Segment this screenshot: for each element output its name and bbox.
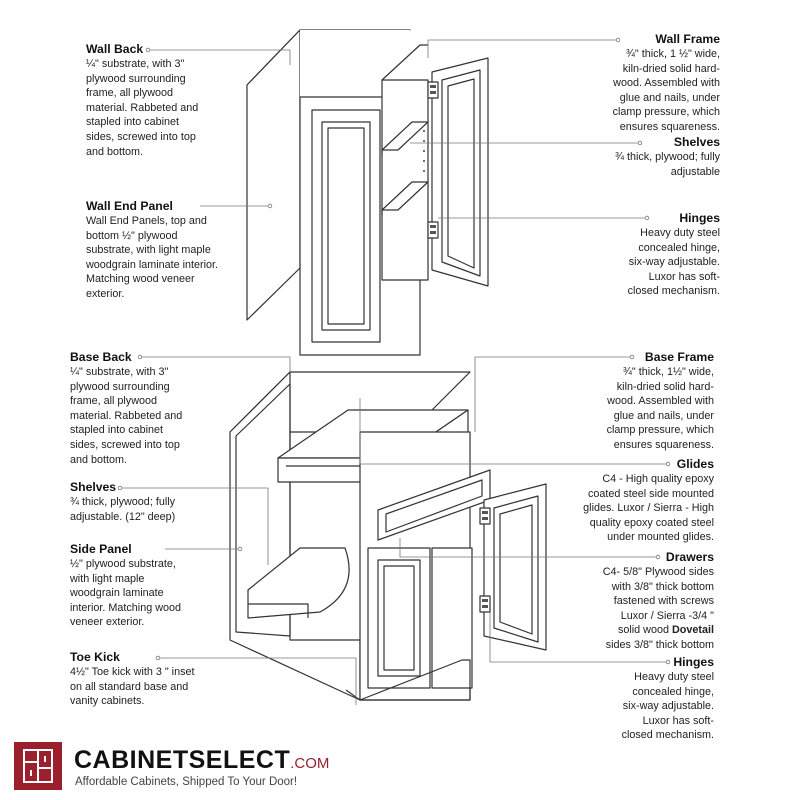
base-hinges-line: Luxor has soft- bbox=[642, 714, 714, 727]
wall-end-panel-callout bbox=[86, 199, 246, 302]
base-back-line: plywood surrounding bbox=[70, 380, 170, 393]
base-frame-line: wood. Assembled with bbox=[607, 395, 714, 408]
side-panel-line: with light maple bbox=[70, 572, 145, 585]
wall-back-line: plywood surrounding bbox=[86, 72, 186, 85]
drawers-line-dovetail bbox=[552, 623, 714, 638]
wall-hinges-line: six-way adjustable. bbox=[628, 256, 720, 269]
toe-kick-title: Toe Kick bbox=[70, 650, 120, 664]
toe-kick-line: 4½" Toe kick with 3 " inset bbox=[70, 666, 195, 678]
glides-line: C4 - High quality epoxy bbox=[602, 473, 714, 485]
base-back-line: frame, all plywood bbox=[70, 395, 158, 408]
base-hinges-title: Hinges bbox=[673, 655, 714, 669]
wall-hinges-line: closed mechanism. bbox=[627, 285, 720, 298]
base-frame-title: Base Frame bbox=[644, 350, 714, 364]
wall-hinges-line: concealed hinge, bbox=[638, 241, 720, 254]
side-panel-line: ½" plywood substrate, bbox=[70, 558, 176, 570]
base-frame-line: clamp pressure, which bbox=[606, 424, 714, 437]
toe-kick-line: vanity cabinets. bbox=[70, 695, 145, 708]
drawers-line: sides 3/8" thick bottom bbox=[605, 638, 714, 651]
wall-back-line: frame, all plywood bbox=[86, 87, 174, 100]
wall-end-panel-line: exterior. bbox=[86, 287, 125, 300]
wall-frame-callout bbox=[560, 32, 720, 135]
wall-end-panel-line: substrate, with light maple bbox=[86, 244, 211, 257]
wall-end-panel-line: bottom ½" plywood bbox=[86, 229, 178, 242]
side-panel-title: Side Panel bbox=[70, 542, 132, 556]
cabinet-grid-icon bbox=[14, 742, 62, 790]
brand-tagline: Affordable Cabinets, Shipped To Your Door! bbox=[75, 776, 298, 788]
wall-end-panel-title: Wall End Panel bbox=[86, 199, 173, 213]
wall-shelves-line: adjustable bbox=[670, 165, 720, 178]
wall-cabinet-drawing bbox=[247, 30, 488, 355]
wall-hinges-line: Luxor has soft- bbox=[648, 270, 720, 283]
drawers-callout bbox=[552, 550, 714, 653]
wall-frame-line: wood. Assembled with bbox=[613, 77, 720, 90]
drawers-line: fastened with screws bbox=[613, 595, 714, 608]
toe-kick-callout bbox=[70, 650, 250, 709]
glides-line: glides. Luxor / Sierra - High bbox=[583, 502, 714, 515]
base-back-line: material. Rabbeted and bbox=[70, 409, 183, 422]
base-back-line: stapled into cabinet bbox=[70, 424, 164, 437]
wall-hinges-callout bbox=[560, 211, 720, 299]
wall-frame-line: kiln-dried solid hard- bbox=[622, 62, 720, 75]
base-back-line: and bottom. bbox=[70, 453, 128, 466]
wall-frame-line: glue and nails, under bbox=[619, 91, 720, 104]
base-hinges-callout bbox=[552, 655, 714, 743]
base-shelves-callout bbox=[70, 480, 240, 524]
wall-end-panel-line: woodgrain laminate interior. bbox=[86, 258, 219, 271]
base-shelves-line: ¾ thick, plywood; fully bbox=[70, 496, 176, 508]
side-panel-line: woodgrain laminate bbox=[70, 587, 164, 600]
drawers-line-pre: solid wood bbox=[617, 624, 672, 637]
base-back-line: ¼" substrate, with 3" bbox=[70, 366, 169, 378]
wall-frame-line: ¾" thick, 1 ½" wide, bbox=[625, 48, 720, 60]
wall-shelves-callout bbox=[560, 135, 720, 179]
wall-shelves-title: Shelves bbox=[673, 135, 720, 149]
drawers-line: with 3/8" thick bottom bbox=[611, 580, 714, 593]
glides-line: under mounted glides. bbox=[607, 531, 714, 544]
toe-kick-line: on all standard base and bbox=[70, 680, 189, 693]
brand-tld: .COM bbox=[290, 755, 330, 772]
dovetail-emphasis: Dovetail bbox=[671, 624, 714, 637]
wall-back-title: Wall Back bbox=[86, 42, 144, 56]
base-frame-line: ensures squareness. bbox=[613, 438, 714, 451]
base-frame-line: glue and nails, under bbox=[613, 409, 714, 422]
base-back-line: sides, screwed into top bbox=[70, 438, 180, 451]
glides-callout bbox=[540, 457, 714, 545]
glides-line: coated steel side mounted bbox=[587, 487, 714, 500]
wall-end-panel-line: Wall End Panels, top and bbox=[86, 215, 207, 227]
wall-back-line: and bottom. bbox=[86, 145, 144, 158]
wall-hinges-title: Hinges bbox=[679, 211, 720, 225]
brand-footer bbox=[0, 732, 800, 800]
side-panel-line: veneer exterior. bbox=[70, 616, 145, 629]
drawers-line: C4- 5/8" Plywood sides bbox=[602, 566, 714, 578]
base-hinges-line: concealed hinge, bbox=[632, 685, 714, 698]
brand-name-text: CABINETSELECT bbox=[74, 746, 291, 774]
base-shelves-line: adjustable. (12" deep) bbox=[70, 510, 176, 523]
wall-back-line: stapled into cabinet bbox=[86, 116, 180, 129]
wall-frame-line: ensures squareness. bbox=[619, 120, 720, 133]
wall-shelves-line: ¾ thick, plywood; fully bbox=[614, 151, 720, 163]
wall-back-line: sides, screwed into top bbox=[86, 130, 196, 143]
brand-name bbox=[74, 746, 329, 775]
base-frame-line: kiln-dried solid hard- bbox=[616, 380, 714, 393]
base-shelves-title: Shelves bbox=[70, 480, 117, 494]
side-panel-callout bbox=[70, 542, 240, 630]
side-panel-line: interior. Matching wood bbox=[70, 601, 182, 614]
wall-back-callout bbox=[86, 42, 236, 159]
base-frame-line: ¾" thick, 1½" wide, bbox=[622, 366, 714, 378]
drawers-title: Drawers bbox=[665, 550, 714, 564]
glides-line: quality epoxy coated steel bbox=[589, 516, 714, 529]
base-back-callout bbox=[70, 350, 230, 467]
base-frame-callout bbox=[552, 350, 714, 453]
wall-back-line: ¼" substrate, with 3" bbox=[86, 58, 185, 70]
wall-frame-title: Wall Frame bbox=[655, 32, 720, 46]
wall-end-panel-line: Matching wood veneer bbox=[86, 273, 195, 286]
base-cabinet-drawing bbox=[230, 372, 546, 700]
glides-title: Glides bbox=[676, 457, 714, 471]
drawers-line: Luxor / Sierra -3/4 " bbox=[620, 609, 714, 622]
base-hinges-line: six-way adjustable. bbox=[622, 700, 714, 713]
base-hinges-line: Heavy duty steel bbox=[634, 671, 714, 683]
base-back-title: Base Back bbox=[70, 350, 132, 364]
wall-hinges-line: Heavy duty steel bbox=[640, 227, 720, 239]
wall-frame-line: clamp pressure, which bbox=[612, 106, 720, 119]
wall-back-line: material. Rabbeted and bbox=[86, 101, 199, 114]
base-hinges-line: closed mechanism. bbox=[621, 729, 714, 742]
